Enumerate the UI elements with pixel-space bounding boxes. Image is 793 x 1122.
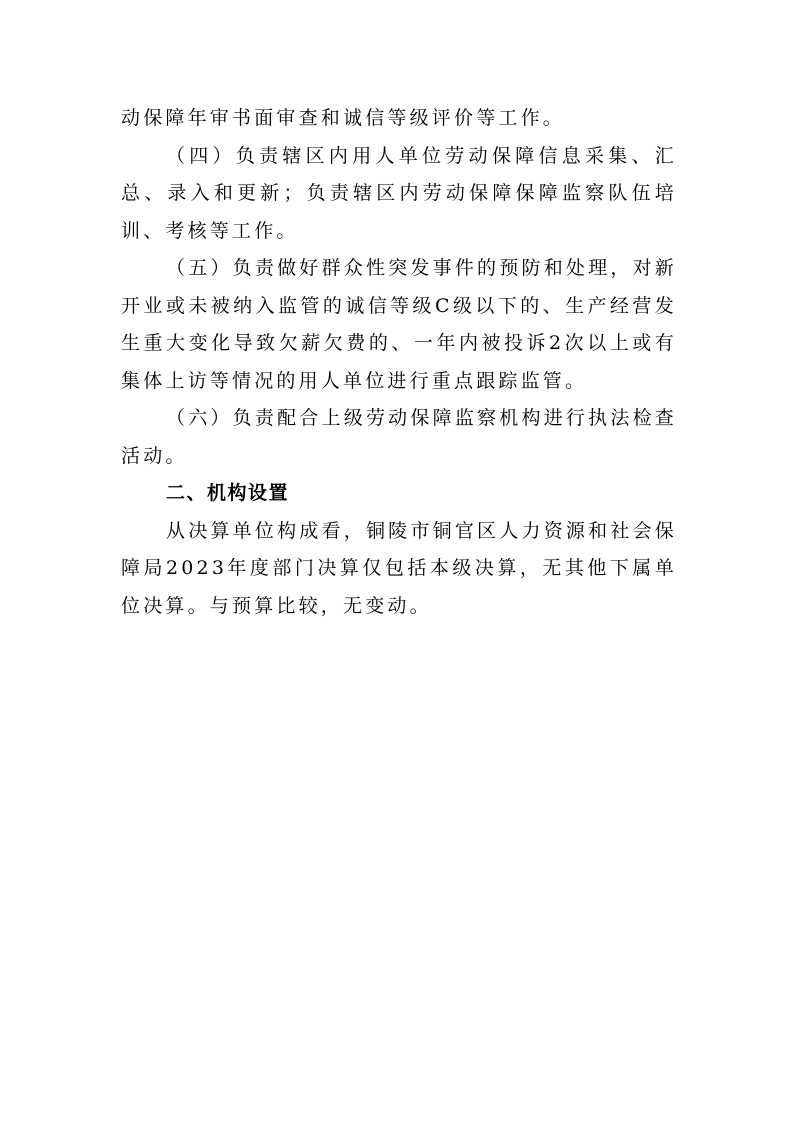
document-body: [121, 100, 677, 625]
paragraph-item-4: （四）负责辖区内用人单位劳动保障信息采集、汇总、录入和更新；负责辖区内劳动保障保障监察队伍培训、考核等工作。: [121, 144, 677, 242]
paragraph-continuation: 动保障年审书面审查和诚信等级评价等工作。: [121, 107, 566, 129]
paragraph-item-5: （五）负责做好群众性突发事件的预防和处理，对新开业或未被纳入监管的诚信等级C级以下的、生产经营发生重大变化导致欠薪欠费的、一年内被投诉2次以上或有集体上访等情况的用人单位进行重点跟踪监管。: [121, 257, 677, 392]
paragraph-structure: 从决算单位构成看，铜陵市铜官区人力资源和社会保障局2023年度部门决算仅包括本级决算，无其他下属单位决算。与预算比较，无变动。: [121, 519, 677, 617]
paragraph-item-6: （六）负责配合上级劳动保障监察机构进行执法检查活动。: [121, 407, 677, 467]
section-heading: 二、机构设置: [166, 482, 290, 504]
